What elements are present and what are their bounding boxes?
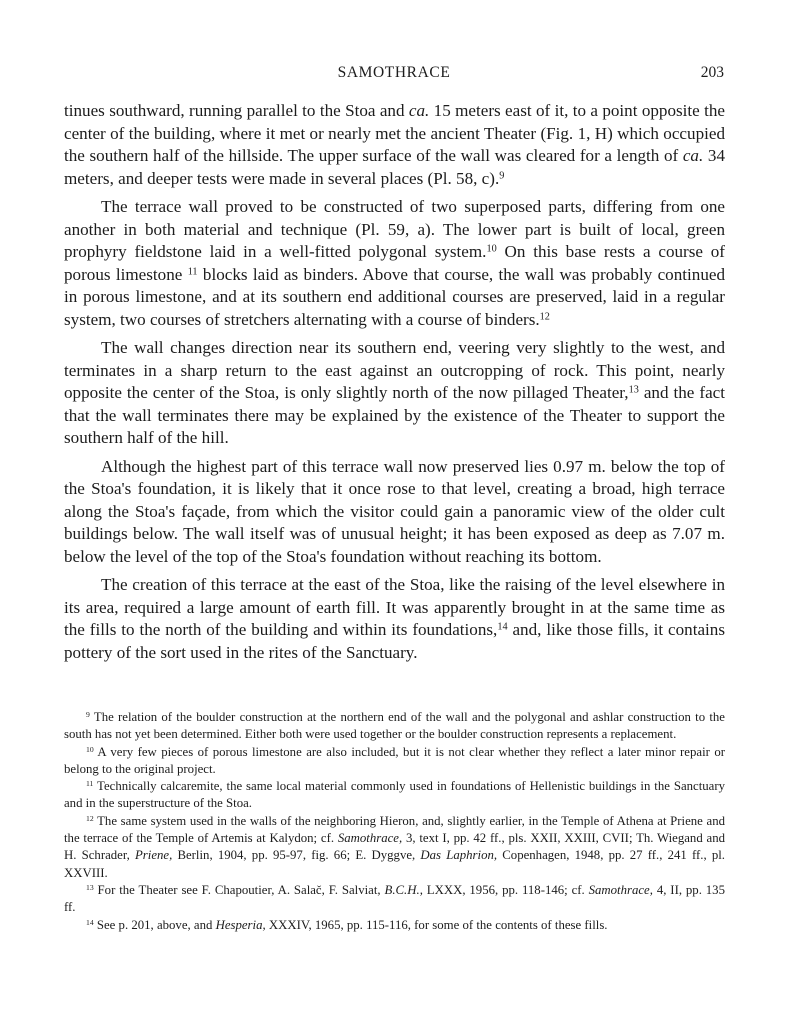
footnote-14: $^{14}$ See p. 201, above, and Hesperia, XXXIV, 1965, pp. 115-116, for some of the contents of these fills.: [86, 917, 608, 932]
footnote-12: $^{12}$ The same system used in the walls of the neighboring Hieron, and, slightly earlier, in the Temple of Athena at Priene and the terrace of the Temple of Artemis at Kalydon; cf. Samothrace, 3, text I, pp. 42 ff., pls. XXII, XXIII, CVII; Th. Wiegand and H. Schrader, Priene, Berlin, 1904, pp. 95-97, fig. 66; E. Dyggve, Das Laphrion, Copenhagen, 1948, pp. 27 ff., 241 ff., pl. XXVIII.: [64, 813, 725, 880]
paragraph-1: tinues southward, running parallel to the Stoa and ca. 15 meters east of it, to a point opposite the center of the building, where it met or nearly met the ancient Theater (Fig. 1, H) which occupied the southern half of the hillside. The upper surface of the wall was cleared for a length of ca. 34 meters, and deeper tests were made in several places (Pl. 58, c).$^9$: [64, 101, 725, 188]
body-text: [64, 100, 725, 670]
footnote-ref-9: 9: [499, 169, 505, 181]
page-header: [64, 64, 724, 86]
paragraph-3: The wall changes direction near its southern end, veering very slightly to the west, and terminates in a sharp return to the east against an outcropping of rock. This point, nearly opposite the center of the Stoa, is only slightly north of the now pillaged Theater,$^{13}$ and the fact that the wall terminates there may be explained by the existence of the Theater to support the southern half of the hill.: [64, 338, 726, 447]
footnote-ref-10: 10: [486, 243, 497, 255]
footnote-11: $^{11}$ Technically calcaremite, the same local material commonly used in foundations of Hellenistic buildings in the Sanctuary and in the superstructure of the Stoa.: [64, 778, 725, 811]
paragraph-5: The creation of this terrace at the east of the Stoa, like the raising of the level elsewhere in its area, required a large amount of earth fill. It was apparently brought in at the same time as the fills to the north of the building and within its foundations,$^{14}$ and, like those fills, it contains pottery of the sort used in the rites of the Sanctuary.: [64, 575, 725, 662]
paragraph-2: The terrace wall proved to be constructed of two superposed parts, differing from one another in both material and technique (Pl. 59, a). The lower part is built of local, green prophyry fieldstone laid in a well-fitted polygonal system.$^{10}$ On this base rests a course of porous limestone $^{11}$ blocks laid as binders. Above that course, the wall was probably continued in porous limestone, and at its southern end additional courses are preserved, laid in a regular system, two courses of stretchers alternating with a course of binders.$^{12}$: [64, 197, 725, 329]
footnote-13: $^{13}$ For the Theater see F. Chapoutier, A. Salač, F. Salviat, B.C.H., LXXX, 1956, pp. 118-146; cf. Samothrace, 4, II, pp. 135 ff.: [64, 882, 725, 915]
footnote-10: $^{10}$ A very few pieces of porous limestone are also included, but it is not clear whether they reflect a later minor repair or belong to the original project.: [64, 744, 725, 776]
paragraph-4: Although the highest part of this terrace wall now preserved lies 0.97 m. below the top of the Stoa's foundation, it is likely that it once rose to that level, creating a broad, high terrace along the Stoa's façade, from which the visitor could gain a panoramic view of the older cult buildings below. The wall itself was of unusual height; it has been exposed as deep as 7.07 m. below the level of the top of the Stoa's foundation without reaching its bottom.: [64, 456, 725, 566]
footnote-ref-11: 11: [187, 265, 198, 277]
footnote-ref-13: 13: [628, 384, 639, 396]
running-head: SAMOTHRACE: [337, 64, 451, 81]
page-number: 203: [700, 64, 724, 81]
footnote-ref-14: 14: [497, 621, 508, 633]
footnotes: [64, 709, 725, 934]
footnote-9: $^9$ The relation of the boulder construction at the northern end of the wall and the polygonal and ashlar construction to the south has not yet been determined. Either both were used together or the boulder construction represents a replacement.: [64, 709, 725, 742]
footnote-ref-12: 12: [539, 310, 550, 322]
